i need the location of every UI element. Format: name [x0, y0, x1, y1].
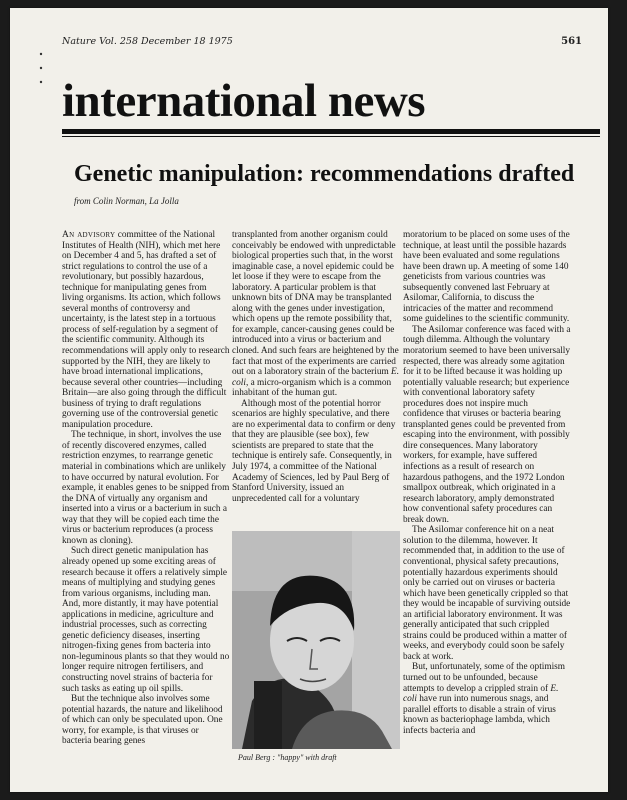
article-column-1 — [62, 230, 230, 747]
paragraph — [62, 230, 230, 430]
journal-page — [10, 8, 608, 792]
margin-punch-marks — [38, 50, 44, 90]
article-column-3 — [403, 230, 571, 736]
species-name: E. coli — [232, 367, 400, 388]
paragraph: The Asilomar conference hit on a neat solution to the dilemma, however. It recommended that, in addition to the use of conventional, physical safety precautions, potentially hazardous experiments should only be carried out on viruses or bacteria which have been genetically crippled so that they would be incapable of surviving outside an artificial laboratory environment. It was generally anticipated that such crippled strains could be produced within a matter of weeks, and everybody could soon be safely back at work. — [403, 525, 571, 662]
paragraph-text: committee of the National Institutes of Health (NIH), which met here on December 4 and 5, has drafted a set of strict regulations to control the use of a revolutionary, but possibly hazardous, technique for manipulating genes from living organisms. Its action, which follows several months of controversy and uncertainty, is the latest step in a tortuous process of self-regulation by a segment of the scientific community. Although its recommendations will apply only to research supported by the NIH, they are likely to have broad international implications, because several other countries—including Britain—are also going through the difficult business of trying to draft regulations governing use of the controversial genetic manipulation procedure. — [62, 230, 230, 430]
page-number: 561 — [561, 36, 582, 47]
paragraph-text: But, unfortunately, some of the optimism turned out to be unfounded, because attempts to develop a crippled strain of — [403, 662, 566, 694]
section-rule-thin — [62, 136, 600, 137]
paragraph-text: , a micro-organism which is a common inhabitant of the human gut. — [232, 377, 392, 399]
paragraph — [232, 230, 400, 399]
section-rule-thick — [62, 129, 600, 134]
species-name: E. coli — [403, 683, 559, 705]
paragraph-text: have run into numerous snags, and parallel efforts to disable a strain of virus known as bacteriophage lambda, which infects bacteria and — [403, 694, 556, 736]
paragraph: Although most of the potential horror scenarios are highly speculative, and there are no experimental data to confirm or deny that they are plausible (see box), few scientists are prepared to state that the technique is entirely safe. Consequently, in July 1974, a committee of the National Academy of Sciences, led by Paul Berg of Stanford University, issued an unprecedented call for a voluntary — [232, 398, 396, 504]
section-title: international news — [62, 75, 426, 127]
paragraph: The Asilomar conference was faced with a tough dilemma. Although the voluntary moratorium seemed to have been universally respected, there was already some agitation for it to be lifted because it was holding up potentially valuable research; but experience with conventional laboratory safety procedures does not inspire much confidence that viruses or bacteria bearing transplanted genes could be prevented from escaping into the environment, with possibly dire consequences. Many laboratory workers, for example, have suffered infections as a result of research on hazardous pathogens, and the 1972 London smallpox outbreak, which originated in a research laboratory, amply demonstrated how conventional safety procedures can break down. — [403, 324, 571, 525]
paragraph: moratorium to be placed on some uses of the technique, at least until the possible hazards have been evaluated and some regulations have been drawn up. A meeting of some 140 geneticists from various countries was subsequently convened last February at Asilomar, California, to discuss the intricacies of the matter and recommend some guidelines to the scientific community. — [403, 230, 570, 325]
journal-citation: Nature Vol. 258 December 18 1975 — [62, 36, 233, 47]
photo-illustration — [232, 531, 400, 749]
paragraph — [403, 662, 571, 736]
paragraph: The technique, in short, involves the use of recently discovered enzymes, called restriction enzymes, to rearrange genetic material in combinations which are unlikely to have occurred by natural evolution. For example, it enables genes to be snipped from the DNA of virtually any organism and inserted into a virus or a bacterium in such a way that they will be copied each time the virus or bacterium reproduces (a process known as cloning). — [62, 430, 230, 546]
article-headline: Genetic manipulation: recommendations drafted — [74, 161, 575, 187]
paragraph: Such direct genetic manipulation has already opened up some exciting areas of research because it offers a relatively simple means of multiplying and studying genes from various organisms, including man. And, more distantly, it may have potential applications in medicine, agriculture and industrial processes, such as correcting genetic deficiency diseases, inserting nitrogen-fixing genes from bacteria into non-leguminous plants so that they would no longer require nitrogen fertilisers, and constructing novel strains of bacteria for such tasks as eating up oil spills. — [62, 546, 230, 694]
running-header — [62, 36, 582, 50]
paragraph-text: transplanted from another organism could conceivably be endowed with unpredictable biological properties such that, in the worst imaginable case, a novel epidemic could be let loose if they were to escape from the laboratory. A particular problem is that unknown bits of DNA may be transplanted along with the genes under investigation, which opens up the remote possibility that, for example, cancer-causing genes could be introduced into a virus or bacterium and cloned. And such fears are heightened by the fact that most of the experiments are carried out on a laboratory strain of the bacterium — [232, 230, 399, 378]
lead-in-smallcaps: An advisory — [62, 230, 116, 240]
portrait-photo — [232, 531, 400, 749]
article-column-2 — [232, 230, 400, 504]
paragraph: But the technique also involves some potential hazards, the nature and likelihood of which can only be speculated upon. One worry, for example, is that viruses or bacteria bearing genes — [62, 694, 223, 747]
article-byline: from Colin Norman, La Jolla — [74, 196, 179, 206]
photo-caption: Paul Berg : "happy" with draft — [238, 753, 337, 762]
